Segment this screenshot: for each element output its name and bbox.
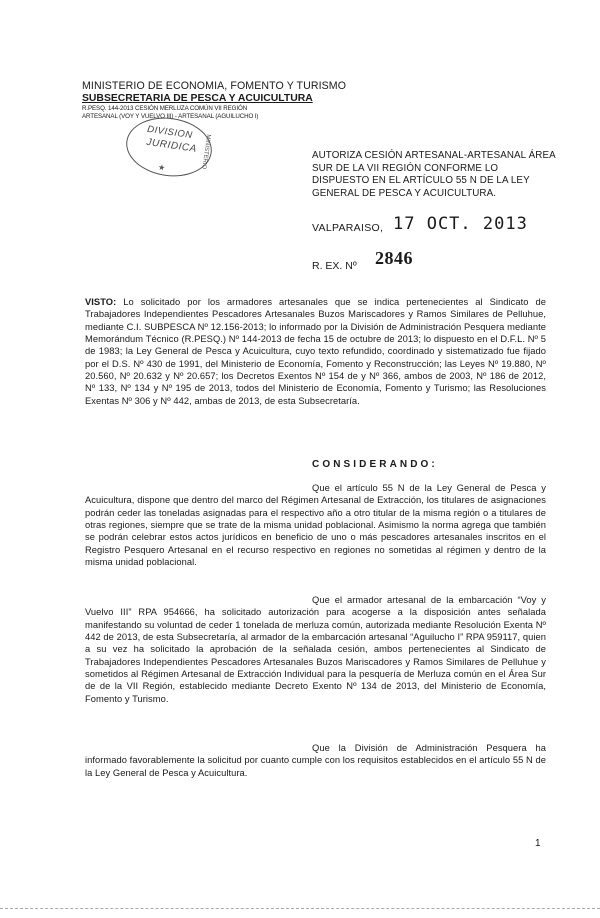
considerando-paragraph-1 [85,482,546,568]
place-label: VALPARAISO, [312,222,384,234]
resolution-title: AUTORIZA CESIÓN ARTESANAL-ARTESANAL ÁREA SUR DE LA VII REGIÓN CONFORME LO DISPUESTO EN EL ARTÍCULO 55 N DE LA LEY GENERAL DE PESCA Y ACUICULTURA. [312,150,556,199]
considerando-heading: CONSIDERANDO: [312,459,438,470]
reference-line-2: ARTESANAL (VOY Y VUELVO III) - ARTESANAL (AGUILUCHO I) [82,113,259,120]
considerando-text-3: Que la División de Administración Pesquera ha informado favorablemente la solicitud por cuanto cumple con los requisitos establecidos en el artículo 55 N de la Ley General de Pesca y Acuicultura. [85,743,546,778]
considerando-text-2: Que el armador artesanal de la embarcación “Voy y Vuelvo III” RPA 954666, ha solicitado autorización para acogerse a la disposición antes señalada manifestando su voluntad de ceder 1 tonelada de merluza común, autorizada mediante Resolución Exenta Nº 442 de 2013, de esta Subsecretaría, al armador de la embarcación artesanal “Aguilucho I” RPA 959117, quien a su vez ha solicitado la aprobación de la señalada cesión, ambos pertenecientes al Sindicato de Trabajadores Independientes Pescadores Artesanales Buzos Mariscadores y Ramos Similares de Pelluhue y sometidos al Régimen Artesanal de Extracción Individual para la pesquería de Merluza común en el Área Sur de de la VII Región, establecido mediante Decreto Exento Nº 134 de 2013, del Ministerio de Economía, Fomento y Turismo. [85,595,546,704]
resolution-number-label: R. EX. Nº [312,260,357,272]
visto-paragraph [85,296,546,407]
page-number: 1 [535,838,541,849]
visto-label: VISTO: [85,297,117,307]
division-juridica-stamp [122,112,215,181]
considerando-text-1: Que el artículo 55 N de la Ley General de Pesca y Acuicultura, dispone que dentro del marco del Régimen Artesanal de Extracción, los titulares de asignaciones podrán ceder las toneladas asignadas para el respectivo año a otro titular de la misma región o a titulares de otras regiones, siempre que se trate de la misma unidad poblacional. Asimismo la norma agrega que también se podrán celebrar estos actos jurídicos en beneficio de uno o más pescadores artesanales inscritos en el Registro Pesquero Artesanal en el recurso respectivo en regiones no sometidas al régimen y dentro de la misma unidad poblacional. [85,483,546,568]
visto-text: Lo solicitado por los armadores artesanales que se indica pertenecientes al Sindicato de Trabajadores Independientes Pescadores Artesanales Buzos Mariscadores y Ramos Similares de Pelluhue, mediante C.I. SUBPESCA Nº 12.156-2013; lo informado por la División de Administración Pesquera mediante Memorándum Técnico (R.PESQ.) Nº 144-2013 de fecha 15 de octubre de 2013; lo dispuesto en el D.F.L. Nº 5 de 1983; la Ley General de Pesca y Acuicultura, cuyo texto refundido, coordinado y sistematizado fue fijado por el D.S. Nº 430 de 1991, del Ministerio de Economía, Fomento y Reconstrucción; las Leyes Nº 19.880, Nº 20.560, Nº 20.632 y Nº 20.657; los Decretos Exentos Nº 154 de y Nº 366, ambos de 2003, Nº 186 de 2012, Nº 133, Nº 134 y Nº 195 de 2013, todos del Ministerio de Economía, Fomento y Turismo; las Resoluciones Exentas Nº 306 y Nº 442, ambas de 2013, de esta Subsecretaría. [85,297,546,406]
page-bottom-edge [0,908,600,910]
ministry-name: MINISTERIO DE ECONOMIA, FOMENTO Y TURISMO [82,80,347,92]
letterhead [82,80,347,121]
considerando-paragraph-2 [85,594,546,705]
stamp-star-icon: ★ [157,162,166,173]
subsecretaria-name: SUBSECRETARIA DE PESCA Y ACUICULTURA [82,93,313,104]
resolution-date: 17 OCT. 2013 [393,214,528,234]
reference-line-1: R.PESQ. 144-2013 CESIÓN MERLUZA COMÚN VII REGIÓN [82,105,248,112]
stamp-line-1: DIVISION [146,123,194,142]
stamp-side-text: MINISTERIO [200,133,212,170]
considerando-paragraph-3 [85,742,546,779]
stamp-line-2: JURIDICA [145,136,198,155]
resolution-number: 2846 [375,248,413,268]
